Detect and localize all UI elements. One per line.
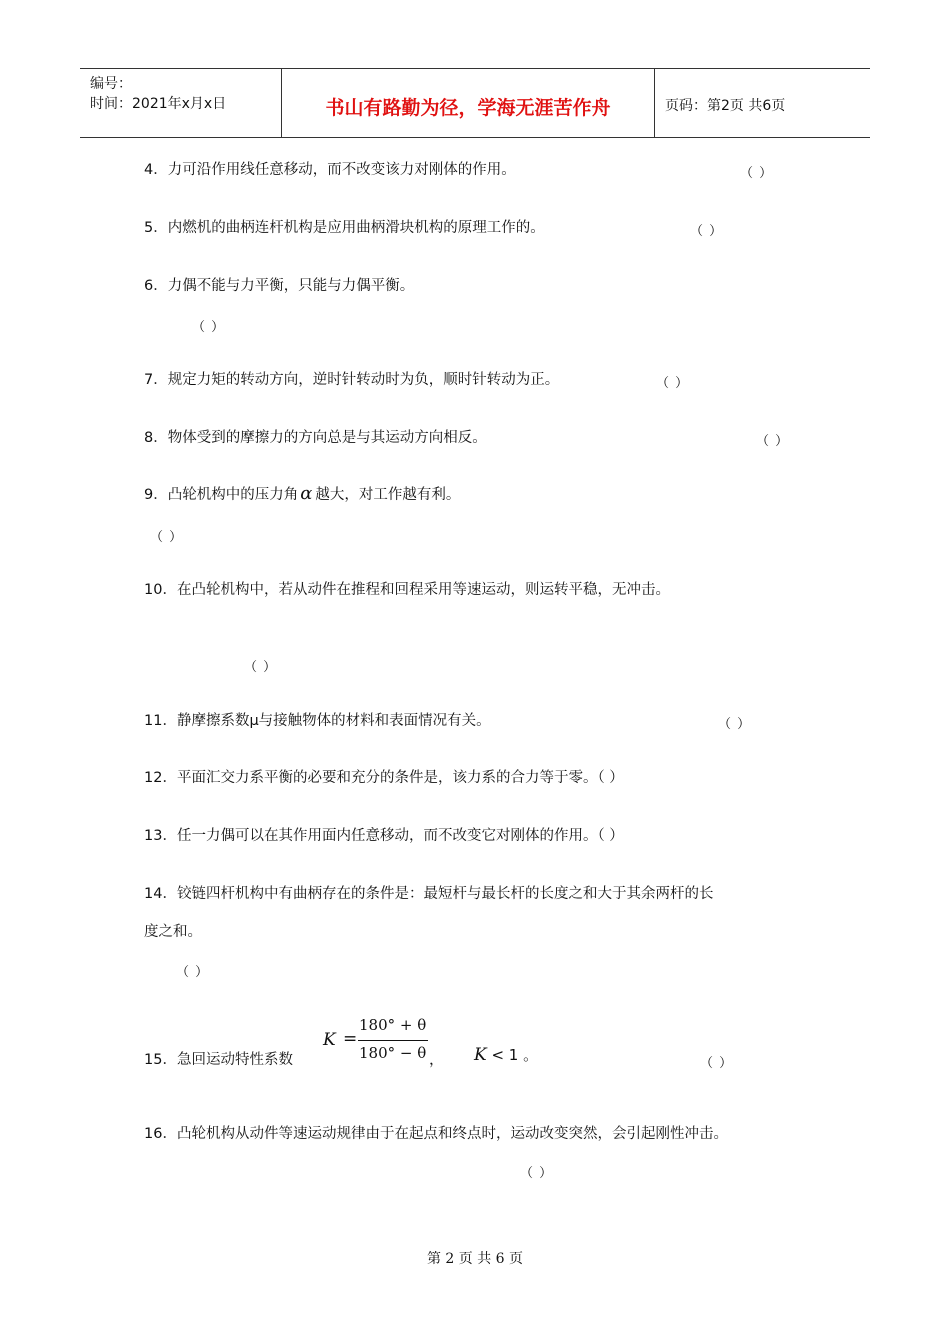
document-header	[80, 68, 870, 138]
question-16: 16．凸轮机构从动件等速运动规律由于在起点和终点时，运动改变突然，会引起刚性冲击。	[144, 1126, 728, 1142]
answer-blank-14[interactable]: （ ）	[176, 965, 210, 980]
question-14-line-1: 14．铰链四杆机构中有曲柄存在的条件是：最短杆与最长杆的长度之和大于其余两杆的长	[144, 886, 714, 902]
quick-return-coefficient-formula	[323, 1016, 443, 1070]
question-5: 5．内燃机的曲柄连杆机构是应用曲柄滑块机构的原理工作的。	[144, 220, 545, 236]
answer-blank-10[interactable]: （ ）	[244, 660, 278, 675]
formula-equals-sign: =	[343, 1029, 358, 1049]
condition-rest: < 1 。	[486, 1046, 539, 1064]
document-code-label: 编号：	[90, 76, 132, 92]
fraction-bar	[358, 1040, 428, 1041]
question-13: 13．任一力偶可以在其作用面内任意移动，而不改变它对刚体的作用。（ ）	[144, 828, 624, 844]
document-date-label: 时间：2021年x月x日	[90, 96, 227, 112]
header-page-cell	[655, 69, 870, 137]
page-footer: 第 2 页 共 6 页	[426, 1251, 524, 1267]
formula-comma: ，	[429, 1050, 445, 1068]
answer-blank-9[interactable]: （ ）	[150, 530, 184, 545]
question-4: 4．力可沿作用线任意移动，而不改变该力对刚体的作用。	[144, 162, 516, 178]
question-10: 10．在凸轮机构中，若从动件在推程和回程采用等速运动，则运转平稳，无冲击。	[144, 582, 670, 598]
question-7: 7．规定力矩的转动方向，逆时针转动时为负，顺时针转动为正。	[144, 372, 560, 388]
header-motto-cell	[282, 69, 655, 137]
answer-blank-15[interactable]: （ ）	[700, 1056, 734, 1071]
question-9-prefix: 9．凸轮机构中的压力角	[144, 487, 299, 503]
pressure-angle-symbol: α	[300, 483, 313, 504]
question-9	[144, 484, 460, 505]
header-info-cell	[80, 69, 282, 137]
question-6: 6．力偶不能与力平衡，只能与力偶平衡。	[144, 278, 415, 294]
answer-blank-4[interactable]: （ ）	[740, 166, 774, 181]
condition-k-symbol: K	[474, 1045, 487, 1065]
answer-blank-8[interactable]: （ ）	[756, 434, 790, 449]
answer-blank-11[interactable]: （ ）	[718, 717, 752, 732]
k-condition	[474, 1044, 538, 1065]
answer-blank-6[interactable]: （ ）	[192, 320, 226, 335]
question-8: 8．物体受到的摩擦力的方向总是与其运动方向相反。	[144, 430, 487, 446]
formula-numerator: 180° + θ	[359, 1016, 427, 1034]
question-14-line-2: 度之和。	[144, 924, 202, 940]
answer-blank-16[interactable]: （ ）	[520, 1166, 554, 1181]
answer-blank-7[interactable]: （ ）	[656, 376, 690, 391]
question-11: 11．静摩擦系数μ与接触物体的材料和表面情况有关。	[144, 713, 491, 729]
formula-denominator: 180° − θ	[359, 1044, 427, 1062]
question-12: 12．平面汇交力系平衡的必要和充分的条件是，该力系的合力等于零。（ ）	[144, 770, 624, 786]
page-number-label: 页码：第2页 共6页	[665, 98, 786, 114]
formula-k-symbol: K	[323, 1030, 336, 1050]
question-9-suffix: 越大，对工作越有利。	[315, 487, 461, 503]
question-15: 15．急回运动特性系数	[144, 1052, 293, 1068]
answer-blank-5[interactable]: （ ）	[690, 224, 724, 239]
motto-text: 书山有路勤为径，学海无涯苦作舟	[325, 97, 611, 119]
